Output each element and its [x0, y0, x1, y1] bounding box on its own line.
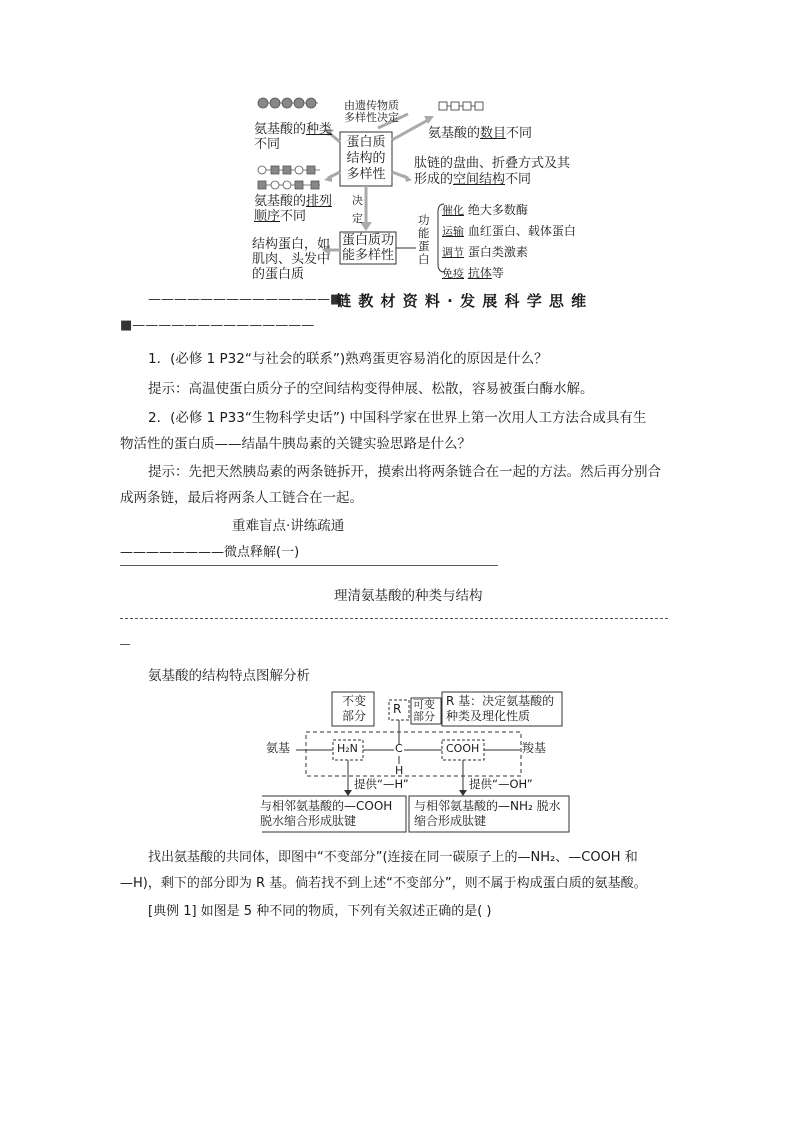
r-description [446, 694, 554, 724]
order-post: 不同 [280, 209, 307, 224]
role-label: 运输 [442, 225, 464, 238]
role-immunity [442, 263, 576, 284]
amino-acid-structure-diagram [262, 690, 572, 835]
amino-chain-number-icon [439, 102, 483, 110]
number-label [428, 127, 532, 142]
variable-line1: 可变 [413, 698, 435, 711]
fv-4: 白 [418, 252, 430, 266]
structural-line1: 结构蛋白，如 [252, 237, 331, 252]
protein-diversity-diagram [248, 92, 578, 284]
arrow-head-left [344, 790, 352, 796]
decide-label [352, 192, 363, 228]
folding-post: 不同 [505, 172, 532, 187]
micro-point-label: ————————微点释解(一) [120, 545, 300, 560]
arrow-head-right [459, 790, 467, 796]
right-result-text [414, 799, 561, 829]
cooh-text: COOH [446, 742, 480, 755]
provide-oh-label: 提供“—OH” [469, 777, 533, 791]
number-post: 不同 [506, 126, 533, 141]
left-result-line1: 与相邻氨基酸的—COOH [260, 799, 393, 813]
section-heading-practice: 重难盲点·讲练疏通 [232, 518, 345, 534]
r-symbol: R [393, 702, 402, 716]
section-header-title: 链 教 材 资 料 · 发 展 科 学 思 维 [336, 292, 588, 310]
amino-chain-order-icon [258, 166, 320, 189]
fv-1: 功 [418, 213, 430, 227]
h2n-text: H₂N [337, 742, 358, 755]
question-2-line1: 2．(必修 1 P33“生物科学史话”) 中国科学家在世界上第一次用人工方法合成具有生 [148, 410, 647, 426]
carbon-text: C [395, 742, 403, 755]
role-transport [442, 221, 576, 242]
paragraph-line2: —H)，剩下的部分即为 R 基。倘若找不到上述“不变部分”，则不属于构成蛋白质的氨基酸。 [120, 876, 647, 891]
divider-line-1 [120, 565, 498, 566]
folding-label [414, 156, 570, 188]
example-1-prompt: [典例 1] 如图是 5 种不同的物质，下列有关叙述正确的是( ) [148, 904, 492, 919]
paragraph-line1: 找出氨基酸的共同体，即图中“不变部分”(连接在同一碳原子上的—NH₂、—COOH 和 [148, 850, 638, 865]
role-example: 蛋白类激素 [467, 245, 528, 259]
function-roles [442, 200, 576, 284]
provide-h-label: 提供“—H” [354, 777, 409, 791]
role-example-post: 等 [491, 266, 504, 280]
order-line2: 顺序 [254, 209, 281, 224]
answer-2-line2: 成两条链，最后将两条人工链合在一起。 [120, 490, 363, 506]
section-header-left-dash: ——————————————■ [148, 292, 343, 307]
answer-1: 提示：高温使蛋白质分子的空间结构变得伸展、松散，容易被蛋白酶水解。 [148, 381, 594, 397]
fv-3: 蛋 [418, 239, 430, 253]
center-box-text [342, 135, 390, 183]
decide-char1: 决 [352, 194, 363, 207]
types-label [254, 122, 332, 152]
role-label: 催化 [442, 204, 464, 217]
role-example: 抗体 [467, 266, 492, 280]
structural-line2: 肌肉、头发中 [252, 252, 331, 267]
order-pre: 氨基酸的 [254, 194, 307, 209]
top-note-line1: 由遗传物质 [344, 99, 399, 112]
question-1: 1．(必修 1 P32“与社会的联系”)熟鸡蛋更容易消化的原因是什么？ [148, 351, 548, 367]
role-label: 免疫 [442, 267, 464, 280]
center-line2: 结构的 [346, 151, 386, 166]
role-example: 血红蛋白、载体蛋白 [467, 224, 576, 238]
variable-label [413, 699, 435, 723]
types-pre: 氨基酸的 [254, 122, 307, 137]
folding-line1: 肽链的盘曲、折叠方式及其 [414, 156, 571, 171]
hydrogen-text: H [395, 764, 404, 777]
role-example: 绝大多数酶 [467, 203, 528, 217]
fv-2: 能 [418, 226, 430, 240]
left-result-text [260, 799, 392, 829]
divider-line-2 [120, 618, 668, 619]
section-header-right-dash: ■—————————————— [120, 318, 315, 333]
divider-line-3 [120, 644, 130, 645]
role-catalysis [442, 200, 576, 221]
order-key: 排列 [306, 194, 333, 209]
question-2-line2: 物活性的蛋白质——结晶牛胰岛素的关键实验思路是什么？ [120, 436, 471, 452]
role-regulation [442, 242, 576, 263]
number-pre: 氨基酸的 [428, 126, 481, 141]
r-desc-line1: R 基：决定氨基酸的 [446, 694, 555, 708]
carboxyl-group-label: 羧基 [522, 741, 547, 755]
variable-line2: 部分 [413, 710, 435, 723]
types-line2: 不同 [254, 137, 281, 152]
function-line2: 能多样性 [342, 248, 395, 263]
function-box-text [342, 233, 394, 263]
decide-char2: 定 [352, 212, 363, 225]
center-line3: 多样性 [346, 167, 386, 182]
analysis-title: 氨基酸的结构特点图解分析 [148, 668, 310, 684]
amino-chain-same-icon [258, 98, 318, 108]
function-line1: 蛋白质功 [342, 233, 395, 248]
function-protein-vertical [418, 214, 430, 266]
micro-point-title: 理清氨基酸的种类与结构 [334, 588, 483, 604]
number-key: 数目 [480, 126, 507, 141]
structural-line3: 的蛋白质 [252, 267, 305, 282]
left-result-line2: 脱水缩合形成肽键 [260, 814, 357, 828]
top-note [344, 100, 399, 124]
invariant-line2: 部分 [341, 709, 366, 723]
order-label [254, 194, 332, 224]
answer-2-line1: 提示：先把天然胰岛素的两条链拆开，摸索出将两条链合在一起的方法。然后再分别合 [148, 464, 661, 480]
center-line1: 蛋白质 [346, 135, 386, 150]
amino-group-label: 氨基 [266, 741, 291, 755]
top-note-line2: 多样性决定 [344, 111, 399, 124]
types-key: 种类 [306, 122, 333, 137]
right-result-line1: 与相邻氨基酸的—NH₂ 脱水 [414, 799, 561, 813]
folding-key: 空间结构 [453, 172, 506, 187]
structural-protein-label [252, 237, 330, 282]
invariant-label [334, 694, 374, 724]
right-result-line2: 缩合形成肽键 [414, 814, 487, 828]
folding-pre: 形成的 [414, 172, 454, 187]
r-desc-line2: 种类及理化性质 [446, 709, 531, 723]
invariant-line1: 不变 [341, 694, 366, 708]
role-label: 调节 [442, 246, 464, 259]
